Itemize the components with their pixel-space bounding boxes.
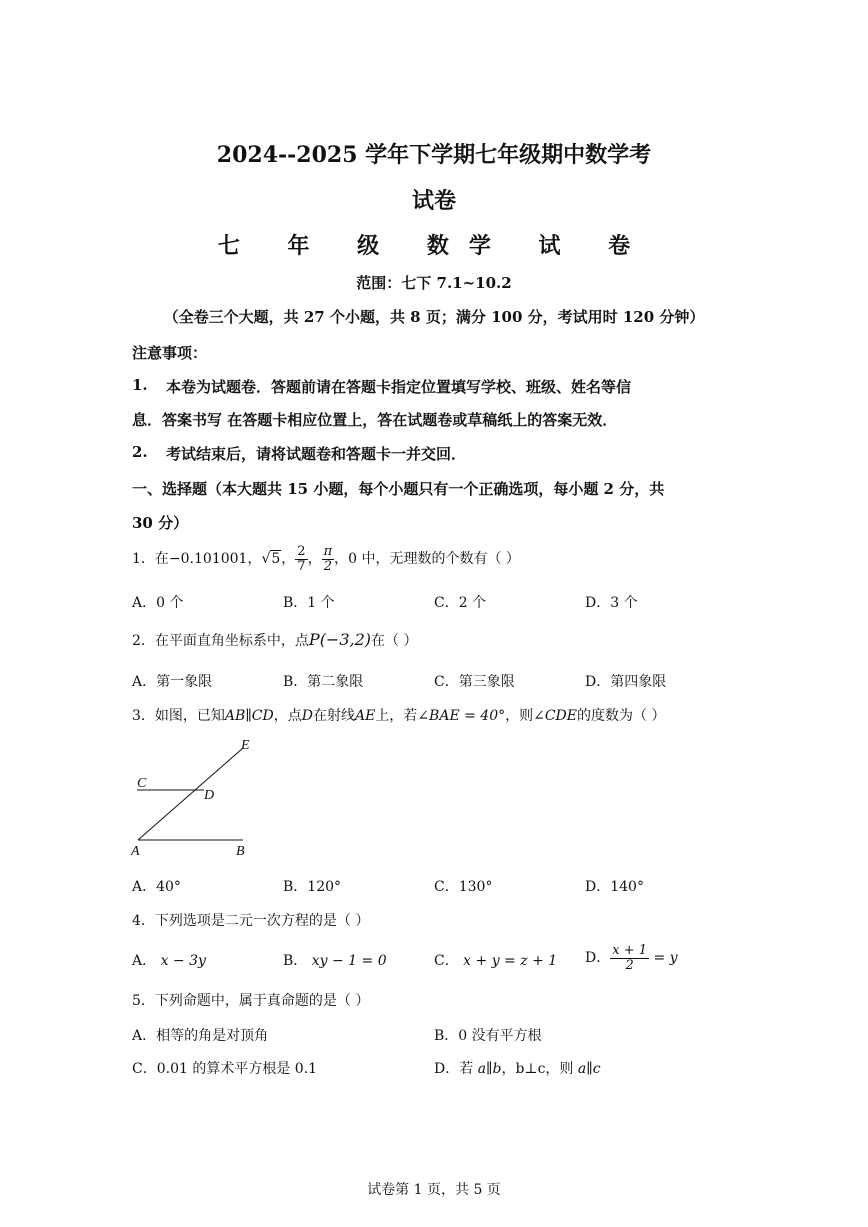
q1-number: −0.101001: [168, 551, 248, 567]
q1-option-b: B．1 个: [283, 595, 335, 611]
q5-option-d: [434, 1058, 601, 1078]
q4-option-d-den: 2: [625, 957, 634, 973]
q4-option-b: [283, 950, 387, 970]
exam-title-line2: 试卷: [411, 188, 456, 214]
note-2-number: 2.: [132, 443, 148, 461]
q3-text-f: 的度数为（ ）: [577, 708, 666, 724]
q2-prefix: 2．在平面直角坐标系中，点: [132, 633, 309, 649]
q3-option-c: C．130°: [434, 879, 493, 895]
q3-option-a: A．40°: [132, 879, 181, 895]
q1-fraction-2-num: π: [323, 543, 333, 559]
section-1-heading-line2: 30 分）: [132, 514, 189, 532]
note-1-line1: 本卷为试题卷．答题前请在答题卡指定位置填写学校、班级、姓名等信: [166, 378, 632, 396]
q4-option-a: [132, 950, 206, 970]
section-1-heading-line1: 一、选择题（本大题共 15 小题，每个小题只有一个正确选项，每小题 2 分，共: [132, 480, 665, 498]
q1-fraction-2: [322, 545, 335, 573]
q3-option-b: B．120°: [283, 879, 342, 895]
q3-math-5: ∠CDE: [533, 708, 577, 724]
q3-text-d: 上，若: [375, 708, 418, 724]
label-a: A: [131, 844, 140, 859]
q3-text-c: 在射线: [312, 708, 355, 724]
q3-math-4: ∠BAE = 40°: [417, 708, 506, 724]
exam-title-line1: 2024--2025 学年下学期七年级期中数学考: [216, 142, 652, 168]
q3-text-a: 3．如图，已知: [132, 708, 225, 724]
q2-option-b: B．第二象限: [283, 674, 364, 690]
notes-heading: 注意事项：: [132, 344, 208, 362]
exam-range: 范围：七下 7.1~10.2: [356, 274, 512, 292]
q3-text-b: ，点: [273, 708, 302, 724]
question-5: 5．下列命题中，属于真命题的是（ ）: [132, 993, 370, 1009]
q1-sqrt-radicand: 5: [271, 551, 281, 567]
q5-option-b: B．0 没有平方根: [434, 1028, 542, 1044]
sqrt-icon: √: [261, 551, 271, 567]
exam-subtitle: 七 年 级 数学 试 卷: [217, 233, 651, 259]
q5-option-d-text: ，b⊥c，则: [501, 1061, 574, 1077]
q1-fraction-1: [295, 545, 307, 573]
question-1: 1．在−0.101001，√5， $\frac{2}{7}$ ， $\frac{\pi}{2}$ ，0 中，无理数的个数有（ ）: [132, 543, 520, 574]
q5-option-d-math-2: a∥c: [577, 1061, 601, 1077]
note-2-line1: 考试结束后，请将试题卷和答题卡一并交回．: [166, 445, 467, 463]
q5-option-a: A．相等的角是对顶角: [132, 1028, 269, 1044]
question-4: 4．下列选项是二元一次方程的是（ ）: [132, 913, 370, 929]
question-3: [132, 705, 665, 725]
exam-info: （全卷三个大题，共 27 个小题，共 8 页；满分 100 分，考试用时 120 分钟）: [163, 308, 705, 326]
q3-math-3: AE: [354, 708, 376, 724]
q1-prefix: 1．在: [132, 551, 169, 567]
q1-tail: ，0 中，无理数的个数有（ ）: [334, 551, 520, 567]
q4-option-d-fraction: [610, 944, 649, 972]
note-1-line2: 息．答案书写 在答题卡相应位置上，答在试题卷或草稿纸上的答案无效．: [132, 411, 618, 429]
q3-text-e: ，则: [505, 708, 534, 724]
q5-option-d-math-1: a∥b: [477, 1061, 502, 1077]
q2-option-c: C．第三象限: [434, 674, 515, 690]
page-footer: 试卷第 1 页，共 5 页: [367, 1182, 501, 1198]
q4-option-a-math: x − 3y: [160, 953, 206, 969]
question-2: [132, 630, 417, 650]
q3-math-2: D: [301, 708, 313, 724]
q4-option-d-label: D．: [585, 950, 611, 966]
q5-option-d-label: D．若: [434, 1061, 474, 1077]
q2-point: P(−3,2): [308, 630, 372, 649]
q4-option-a-label: A．: [132, 953, 157, 969]
q4-option-b-math: xy − 1 = 0: [311, 953, 387, 969]
q4-option-c: [434, 950, 557, 970]
q1-fraction-1-num: 2: [297, 543, 306, 559]
label-d: D: [204, 788, 215, 803]
q4-option-c-label: C．: [434, 953, 459, 969]
q4-option-d-num: x + 1: [612, 942, 647, 958]
ray-ae: [138, 748, 243, 840]
q1-option-a: A．0 个: [132, 595, 184, 611]
q2-option-a: A．第一象限: [132, 674, 213, 690]
label-e: E: [241, 738, 250, 753]
q3-math-1: AB∥CD: [224, 708, 274, 724]
q4-option-b-label: B．: [283, 953, 308, 969]
q1-fraction-1-den: 7: [297, 558, 306, 574]
q2-option-d: D．第四象限: [585, 674, 667, 690]
q1-fraction-2-den: 2: [323, 558, 332, 574]
q1-option-d: D．3 个: [585, 595, 638, 611]
q4-option-c-math: x + y = z + 1: [463, 953, 558, 969]
q1-option-c: C．2 个: [434, 595, 487, 611]
label-b: B: [236, 844, 245, 859]
q3-geometry-figure: [125, 733, 265, 863]
q4-option-d: [585, 940, 678, 976]
q4-option-d-rest: = y: [653, 950, 678, 966]
q5-option-c: C．0.01 的算术平方根是 0.1: [132, 1061, 318, 1077]
note-1-number: 1.: [132, 376, 148, 394]
q2-tail: 在（ ）: [371, 633, 418, 649]
q3-option-d: D．140°: [585, 879, 644, 895]
label-c: C: [137, 776, 147, 791]
